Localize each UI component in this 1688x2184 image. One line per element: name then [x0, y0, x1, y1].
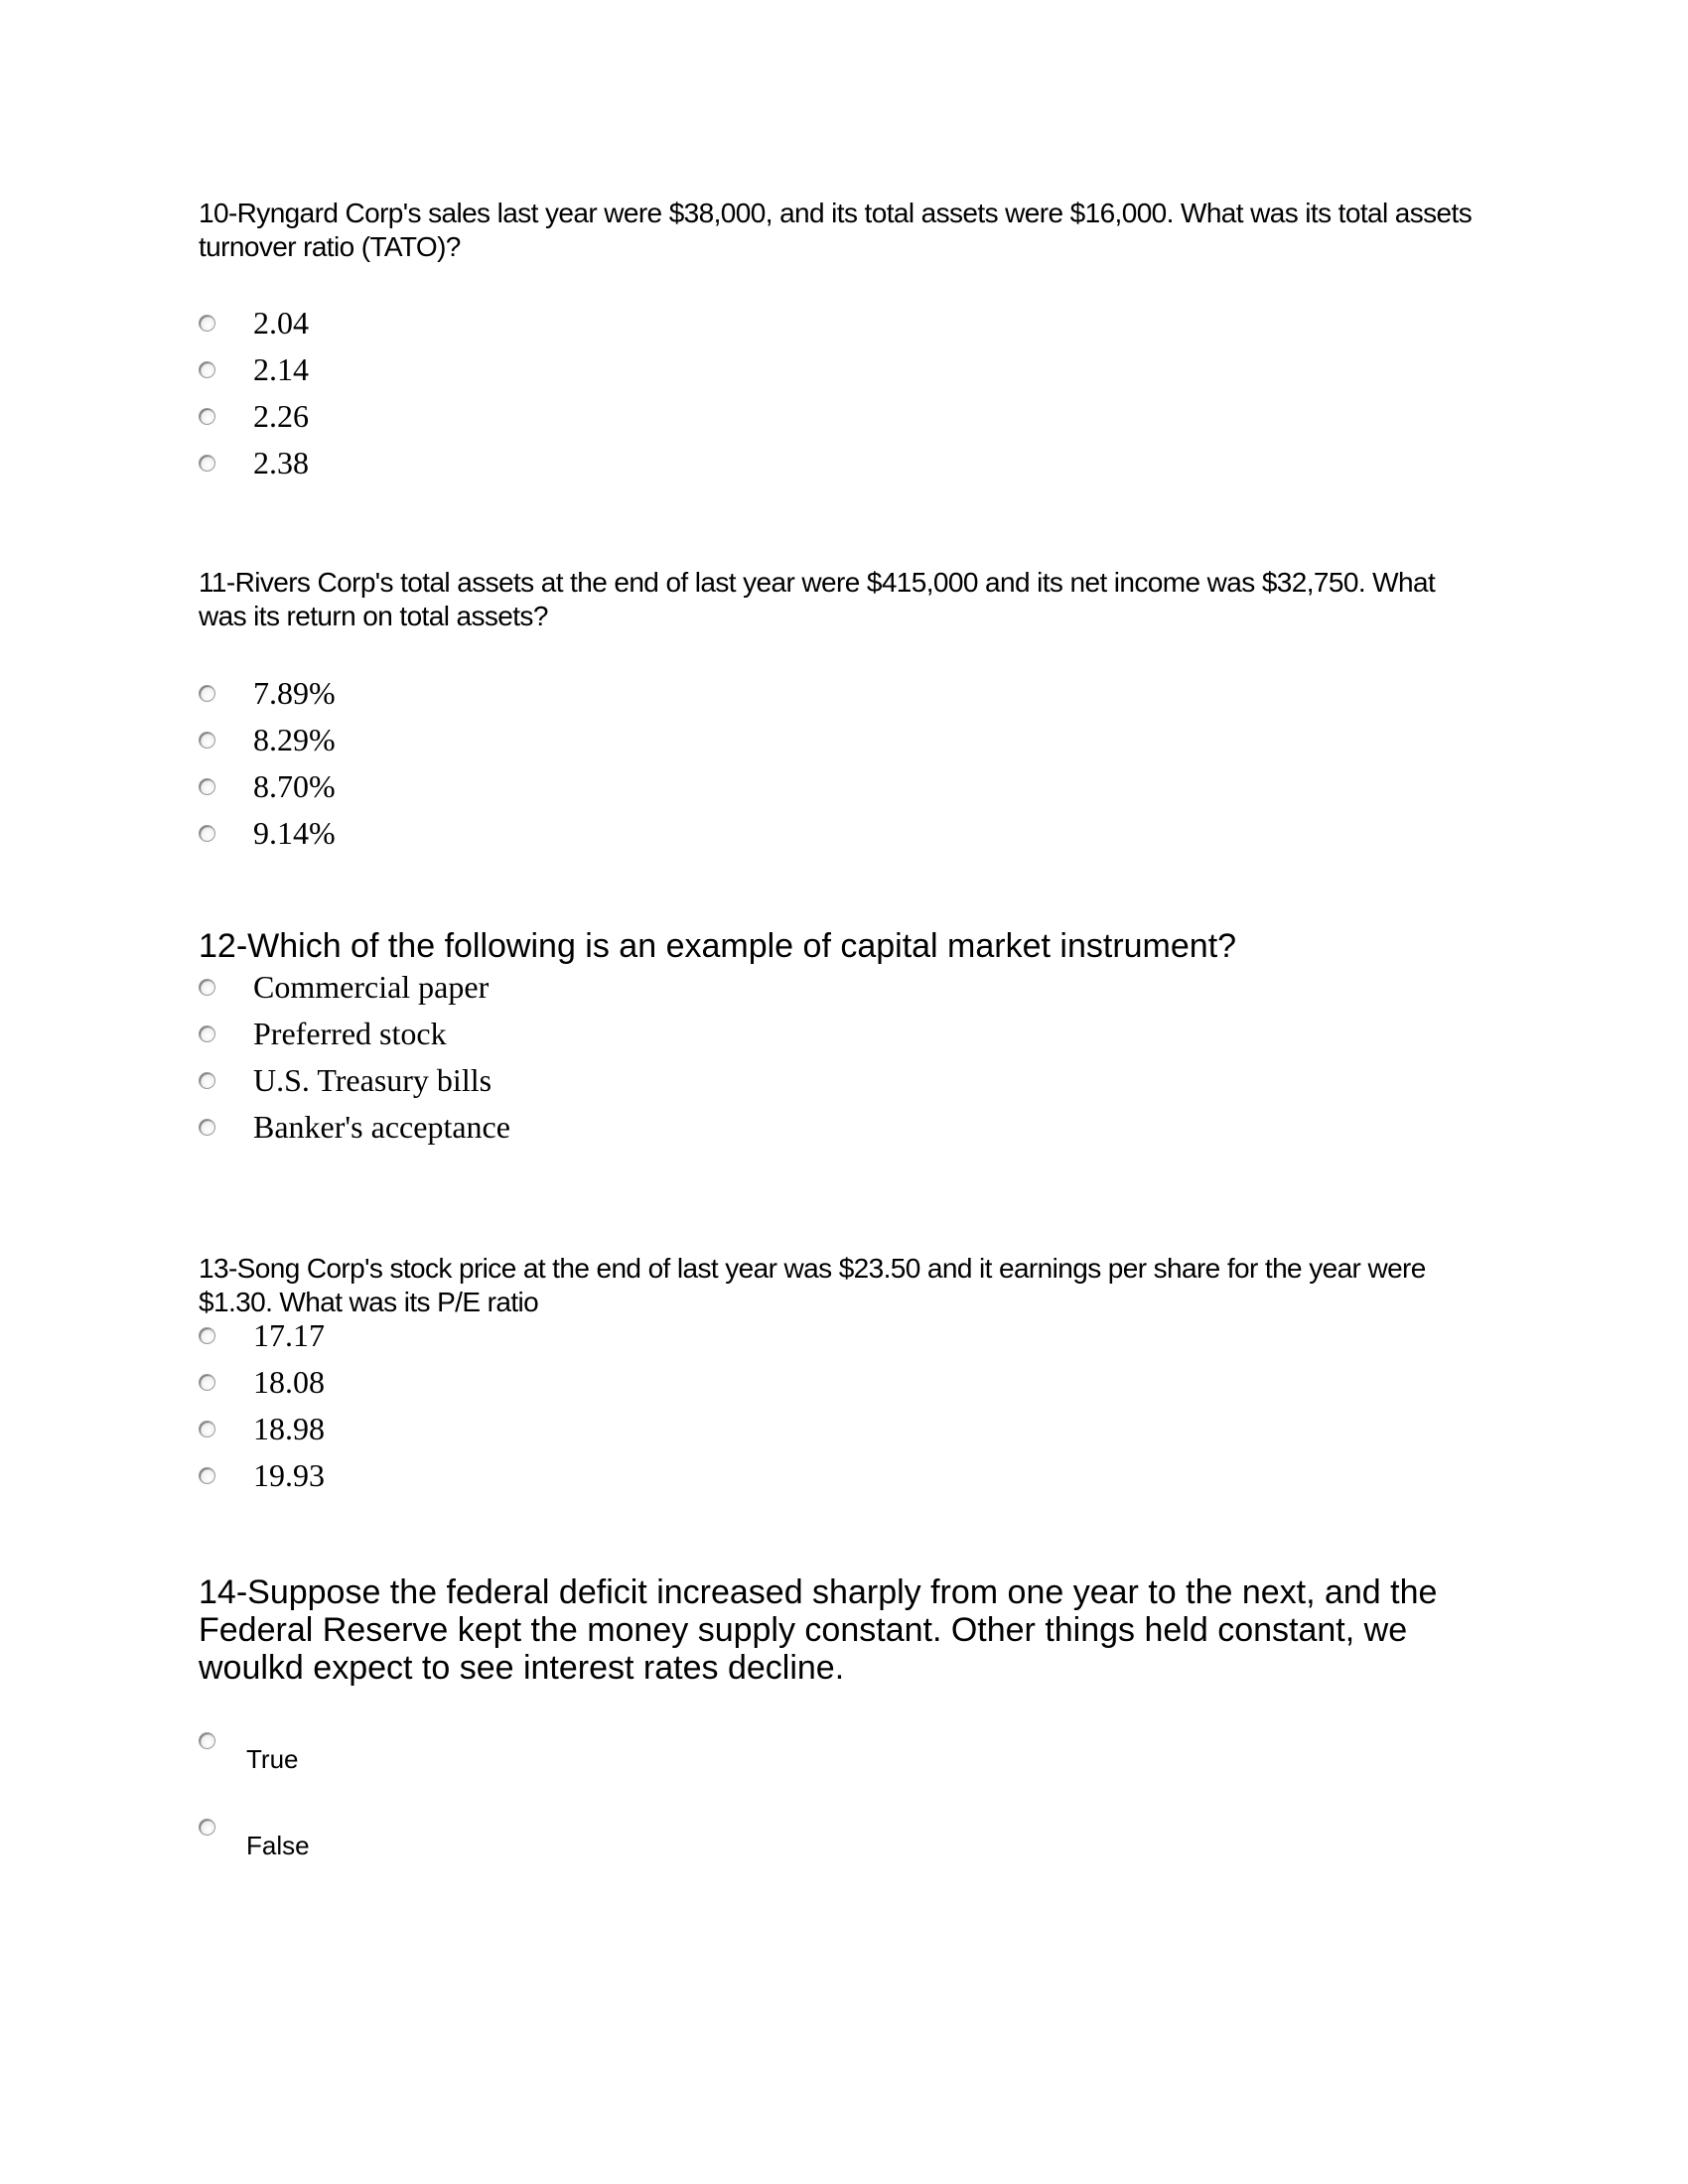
- answer-option[interactable]: [199, 349, 309, 389]
- answer-option[interactable]: [199, 1455, 325, 1495]
- question-text: 12-Which of the following is an example of capital market instrument?: [199, 927, 1237, 965]
- radio-button[interactable]: [199, 408, 215, 425]
- answer-option[interactable]: [199, 766, 336, 806]
- option-label: 18.98: [253, 1411, 325, 1446]
- option-label: True: [246, 1744, 299, 1774]
- answer-option[interactable]: [199, 720, 336, 759]
- answer-option[interactable]: [199, 1409, 325, 1448]
- radio-button[interactable]: [199, 455, 215, 472]
- radio-button[interactable]: [199, 315, 215, 332]
- question-text: 14-Suppose the federal deficit increased sharply from one year to the next, and the Federal Reserve kept the money supply constant. Other things held constant, we woulkd expect to see interest rates decline.: [199, 1573, 1438, 1687]
- answer-option[interactable]: [199, 1107, 510, 1147]
- radio-button[interactable]: [199, 1732, 215, 1749]
- radio-button[interactable]: [199, 1119, 215, 1136]
- answer-option[interactable]: [199, 1315, 325, 1355]
- answer-option[interactable]: [199, 443, 309, 482]
- question-text: 10-Ryngard Corp's sales last year were $38,000, and its total assets were $16,000. What was its total assets turnover ratio (TATO)?: [199, 198, 1473, 262]
- radio-button[interactable]: [199, 778, 215, 795]
- radio-button[interactable]: [199, 1025, 215, 1042]
- option-label: 2.04: [253, 305, 309, 341]
- option-label: 19.93: [253, 1457, 325, 1493]
- answer-option[interactable]: [199, 813, 336, 853]
- option-label: 2.26: [253, 398, 309, 434]
- option-label: Banker's acceptance: [253, 1109, 510, 1145]
- option-label: Preferred stock: [253, 1016, 447, 1051]
- answer-option[interactable]: [199, 1060, 492, 1100]
- option-label: False: [246, 1831, 310, 1860]
- radio-button[interactable]: [199, 1819, 215, 1836]
- option-label: 7.89%: [253, 675, 336, 711]
- option-label: 8.29%: [253, 722, 336, 757]
- option-label: 2.14: [253, 351, 309, 387]
- answer-option[interactable]: [199, 673, 336, 713]
- option-label: 17.17: [253, 1317, 325, 1353]
- radio-button[interactable]: [199, 361, 215, 378]
- option-label: U.S. Treasury bills: [253, 1062, 492, 1098]
- option-label: 9.14%: [253, 815, 336, 851]
- radio-button[interactable]: [199, 1072, 215, 1089]
- radio-button[interactable]: [199, 1327, 215, 1344]
- option-label: 2.38: [253, 445, 309, 480]
- answer-option[interactable]: [199, 967, 489, 1007]
- option-label: 8.70%: [253, 768, 336, 804]
- option-label: Commercial paper: [253, 969, 490, 1005]
- answer-option[interactable]: [199, 303, 309, 342]
- answer-option[interactable]: [199, 396, 309, 436]
- radio-button[interactable]: [199, 1421, 215, 1437]
- answer-option[interactable]: [199, 1362, 325, 1402]
- radio-button[interactable]: [199, 825, 215, 842]
- radio-button[interactable]: [199, 732, 215, 749]
- radio-button[interactable]: [199, 1467, 215, 1484]
- answer-option[interactable]: [199, 1014, 447, 1053]
- option-label: 18.08: [253, 1364, 325, 1400]
- radio-button[interactable]: [199, 685, 215, 702]
- radio-button[interactable]: [199, 979, 215, 996]
- question-text: 13-Song Corp's stock price at the end of last year was $23.50 and it earnings per share for the year were $1.30. What was its P/E ratio: [199, 1253, 1426, 1317]
- question-text: 11-Rivers Corp's total assets at the end of last year were $415,000 and its net income was $32,750. What was its return on total assets?: [199, 567, 1436, 631]
- radio-button[interactable]: [199, 1374, 215, 1391]
